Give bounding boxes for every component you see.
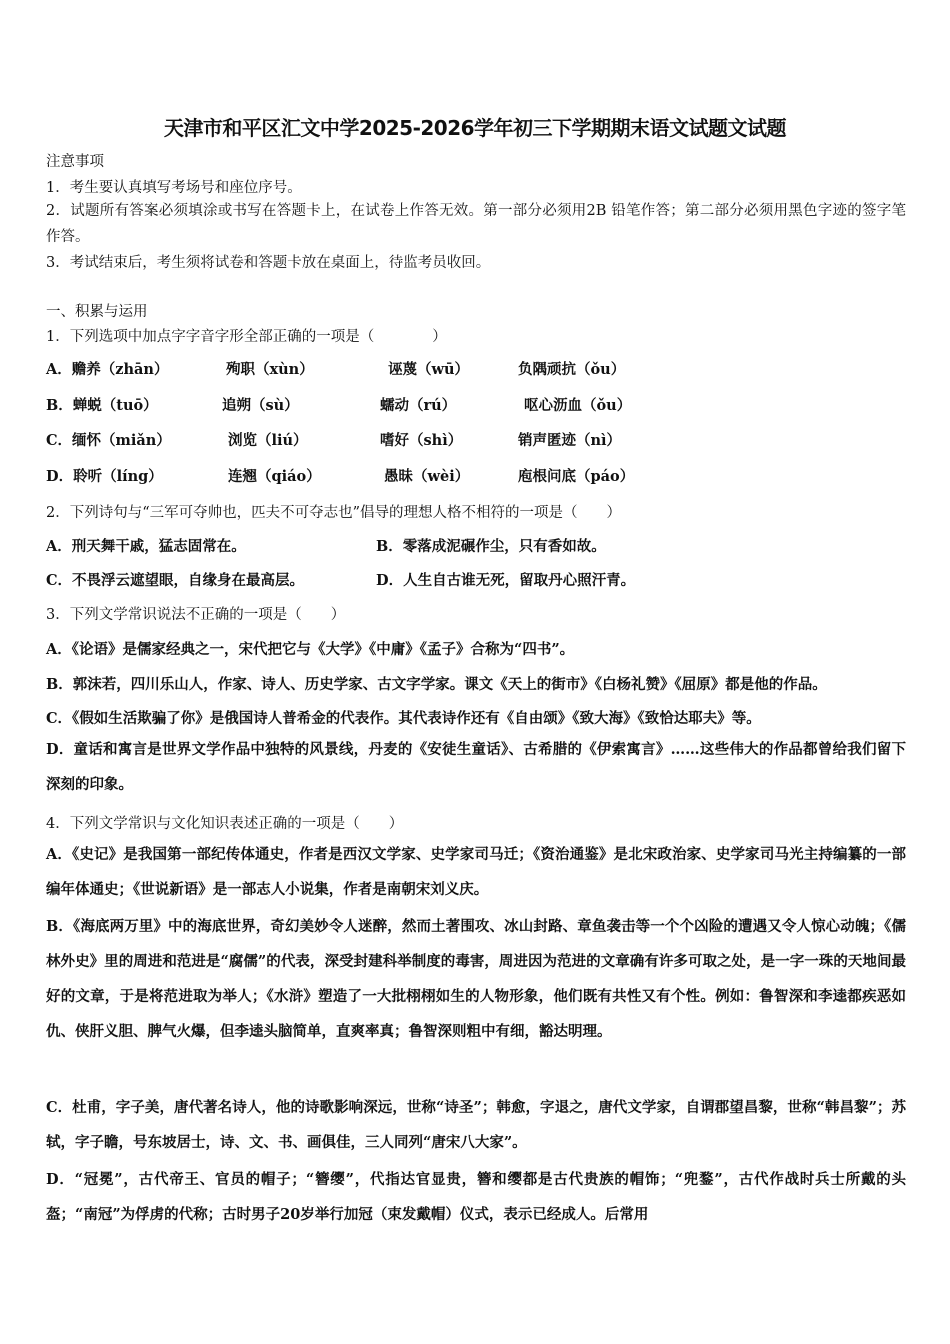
q1-option-c-2: 浏览（liú） <box>228 432 308 449</box>
q1-stem: 1．下列选项中加点字字音字形全部正确的一项是（ ） <box>46 329 447 345</box>
q1-option-d-3: 愚昧（wèi） <box>384 468 470 485</box>
q1-option-b-2: 追朔（sù） <box>222 397 299 414</box>
q1-option-b-3: 蠕动（rú） <box>380 397 457 414</box>
notice-item-2: 2．试题所有答案必须填涂或书写在答题卡上，在试卷上作答无效。第一部分必须用2B 铅笔作答；第二部分必须用黑色字迹的签字笔作答。 <box>46 203 906 245</box>
q1-option-c-4: 销声匿迹（nì） <box>518 432 622 449</box>
q2-option-c: C．不畏浮云遮望眼，自缘身在最高层。 <box>46 572 305 589</box>
q1-option-c-3: 嗜好（shì） <box>380 432 463 449</box>
q2-option-d: D．人生自古谁无死，留取丹心照汗青。 <box>376 572 636 589</box>
notice-heading: 注意事项 <box>46 154 104 170</box>
section-heading: 一、积累与运用 <box>46 304 148 320</box>
q3-option-d: D．童话和寓言是世界文学作品中独特的风景线，丹麦的《安徒生童话》、古希腊的《伊索寓言》……这些伟大的作品都曾给我们留下深刻的印象。 <box>46 741 906 793</box>
q3-option-c: C．《假如生活欺骗了你》是俄国诗人普希金的代表作。其代表诗作还有《自由颂》《致大海》《致恰达耶夫》等。 <box>46 710 761 727</box>
q1-option-d-1: D．聆听（líng） <box>46 468 163 485</box>
q1-option-b-1: B．蝉蜕（tuō） <box>46 397 158 414</box>
q4-option-c: C．杜甫，字子美，唐代著名诗人，他的诗歌影响深远，世称“诗圣”；韩愈，字退之，唐代文学家，自谓郡望昌黎，世称“韩昌黎”；苏轼，字子瞻，号东坡居士，诗、文、书、画俱佳，三人同列“唐宋八大家”。 <box>46 1099 906 1151</box>
q4-option-d: D．“冠冕”，古代帝王、官员的帽子；“簪缨”，代指达官显贵，簪和缨都是古代贵族的帽饰；“兜鍪”，古代作战时兵士所戴的头盔；“南冠”为俘虏的代称；古时男子20岁举行加冠（束发戴帽）仪式，表示已经成人。后常用 <box>46 1171 906 1223</box>
q4-option-a: A．《史记》是我国第一部纪传体通史，作者是西汉文学家、史学家司马迁；《资治通鉴》是北宋政治家、史学家司马光主持编纂的一部编年体通史；《世说新语》是一部志人小说集，作者是南朝宋刘义庆。 <box>46 846 906 898</box>
q4-stem: 4．下列文学常识与文化知识表述正确的一项是（ ） <box>46 816 404 832</box>
q2-option-b: B．零落成泥碾作尘，只有香如故。 <box>376 538 606 555</box>
q3-option-b: B．郭沫若，四川乐山人，作家、诗人、历史学家、古文字学家。课文《天上的街市》《白杨礼赞》《屈原》都是他的作品。 <box>46 676 827 693</box>
q1-option-a-1: A．赡养（zhān） <box>46 361 169 378</box>
q1-option-a-3: 诬蔑（wū） <box>388 361 470 378</box>
q3-option-a: A．《论语》是儒家经典之一，宋代把它与《大学》《中庸》《孟子》合称为“四书”。 <box>46 641 575 658</box>
q3-stem: 3．下列文学常识说法不正确的一项是（ ） <box>46 607 346 623</box>
page-title: 天津市和平区汇文中学2025-2026学年初三下学期期末语文试题文试题 <box>163 116 787 140</box>
q2-option-a: A．刑天舞干戚，猛志固常在。 <box>46 538 246 555</box>
q1-option-a-2: 殉职（xùn） <box>226 361 314 378</box>
q4-option-b: B．《海底两万里》中的海底世界，奇幻美妙令人迷醉，然而土著围攻、冰山封路、章鱼袭击等一个个凶险的遭遇又令人惊心动魄；《儒林外史》里的周进和范进是“腐儒”的代表，深受封建科举制度的毒害，周进因为范进的文章确有许多可取之处，是一字一珠的天地间最好的文章，于是将范进取为举人；《水浒》塑造了一大批栩栩如生的人物形象，他们既有共性又有个性。例如：鲁智深和李逵都疾恶如仇、侠肝义胆、脾气火爆，但李逵头脑简单，直爽率真；鲁智深则粗中有细，豁达明理。 <box>46 918 906 1040</box>
q1-option-d-4: 庖根问底（páo） <box>518 468 635 485</box>
q1-option-a-4: 负隅顽抗（ǒu） <box>518 361 626 378</box>
notice-item-1: 1．考生要认真填写考场号和座位序号。 <box>46 180 302 196</box>
q1-option-d-2: 连翘（qiáo） <box>228 468 321 485</box>
q2-stem: 2．下列诗句与“三军可夺帅也，匹夫不可夺志也”倡导的理想人格不相符的一项是（ ） <box>46 505 622 521</box>
q1-option-b-4: 呕心沥血（ǒu） <box>524 397 632 414</box>
notice-item-3: 3．考试结束后，考生须将试卷和答题卡放在桌面上，待监考员收回。 <box>46 255 491 271</box>
q1-option-c-1: C．缅怀（miǎn） <box>46 432 171 449</box>
